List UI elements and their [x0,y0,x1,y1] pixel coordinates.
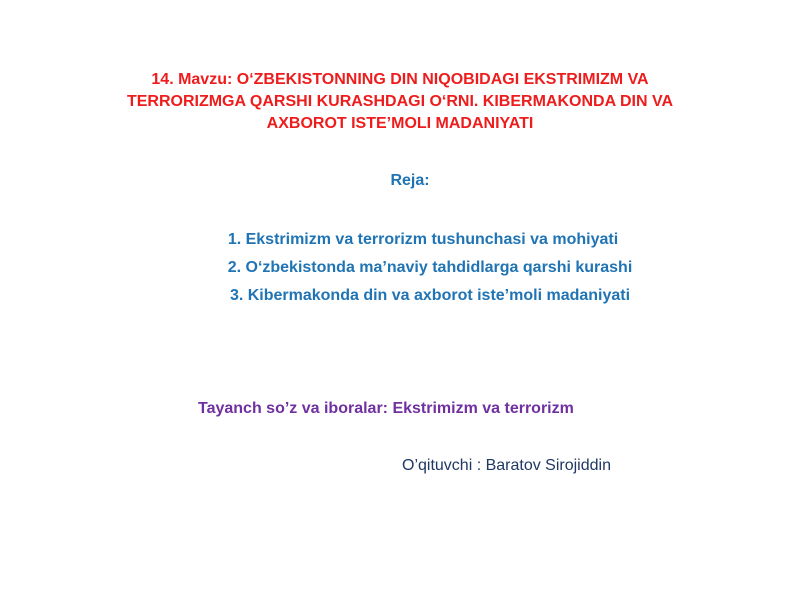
plan-list [0,226,800,310]
slide-title [70,69,730,135]
plan-item-2: 2. O‘zbekistonda ma’naviy tahdidlarga qarshi kurashi [227,259,633,276]
plan-heading: Reja: [390,172,430,189]
teacher-line: O’qituvchi : Baratov Sirojiddin [402,457,611,474]
plan-item-1: 1. Ekstrimizm va terrorizm tushunchasi va mohiyati [227,231,619,248]
keywords-line: Tayanch so’z va iboralar: Ekstrimizm va terrorizm [198,400,574,417]
title-line-2: TERRORIZMGA QARSHI KURASHDAGI O‘RNI. KIBERMAKONDA DIN VA [126,93,674,110]
title-line-1: 14. Mavzu: O‘ZBEKISTONNING DIN NIQOBIDAGI EKSTRIMIZM VA [151,71,649,88]
plan-item-3: 3. Kibermakonda din va axborot iste’moli madaniyati [229,287,631,304]
title-line-3: AXBOROT ISTE’MOLI MADANIYATI [266,115,534,132]
